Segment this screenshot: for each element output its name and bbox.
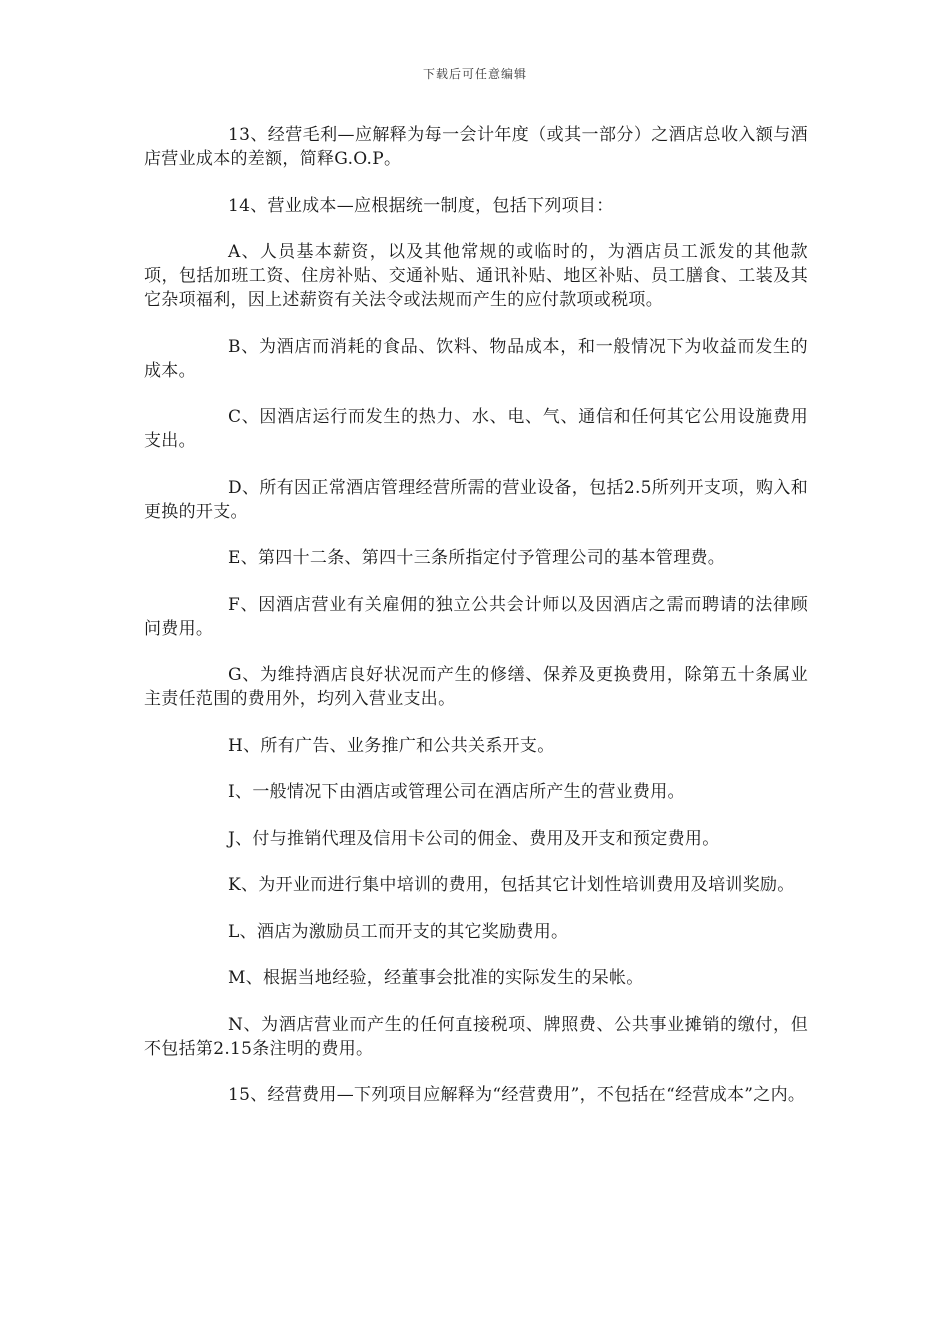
paragraph-item-e: E、第四十二条、第四十三条所指定付予管理公司的基本管理费。 <box>228 548 726 568</box>
paragraph-item-b: B、为酒店而消耗的食品、饮料、物品成本，和一般情况下为收益而发生的成本。 <box>144 336 808 381</box>
paragraph-item-i: I、一般情况下由酒店或管理公司在酒店所产生的营业费用。 <box>228 782 685 802</box>
paragraph-item-h: H、所有广告、业务推广和公共关系开支。 <box>228 735 555 756</box>
paragraph-13: 13、经营毛利—应解释为每一会计年度（或其一部分）之酒店总收入额与酒店营业成本的差额，简释G.O.P。 <box>144 125 808 169</box>
paragraph-item-g: G、为维持酒店良好状况而产生的修缮、保养及更换费用，除第五十条属业主责任范围的费用外，均列入营业支出。 <box>144 665 808 709</box>
paragraph-item-c: C、因酒店运行而发生的热力、水、电、气、通信和任何其它公用设施费用支出。 <box>144 407 808 451</box>
paragraph-item-k: K、为开业而进行集中培训的费用，包括其它计划性培训费用及培训奖励。 <box>228 875 795 895</box>
document-body <box>144 123 808 1130</box>
paragraph-item-f: F、因酒店营业有关雇佣的独立公共会计师以及因酒店之需而聘请的法律顾问费用。 <box>144 594 808 639</box>
paragraph-item-n: N、为酒店营业而产生的任何直接税项、牌照费、公共事业摊销的缴付，但不包括第2.15条注明的费用。 <box>144 1014 808 1059</box>
paragraph-item-d: D、所有因正常酒店管理经营所需的营业设备，包括2.5所列开支项，购入和更换的开支。 <box>144 477 808 522</box>
paragraph-14: 14、营业成本—应根据统一制度，包括下列项目： <box>228 195 614 216</box>
paragraph-item-j: J、付与推销代理及信用卡公司的佣金、费用及开支和预定费用。 <box>228 828 720 849</box>
paragraph-item-a: A、人员基本薪资，以及其他常规的或临时的，为酒店员工派发的其他款项，包括加班工资、住房补贴、交通补贴、通讯补贴、地区补贴、员工膳食、工装及其它杂项福利，因上述薪资有关法令或法规而产生的应付款项或税项。 <box>144 242 808 310</box>
paragraph-item-m: M、根据当地经验，经董事会批准的实际发生的呆帐。 <box>228 968 644 988</box>
header-note: 下载后可任意编辑 <box>422 67 527 81</box>
paragraph-15: 15、经营费用—下列项目应解释为“经营费用”，不包括在“经营成本”之内。 <box>228 1085 806 1105</box>
paragraph-item-l: L、酒店为激励员工而开支的其它奖励费用。 <box>228 921 569 942</box>
